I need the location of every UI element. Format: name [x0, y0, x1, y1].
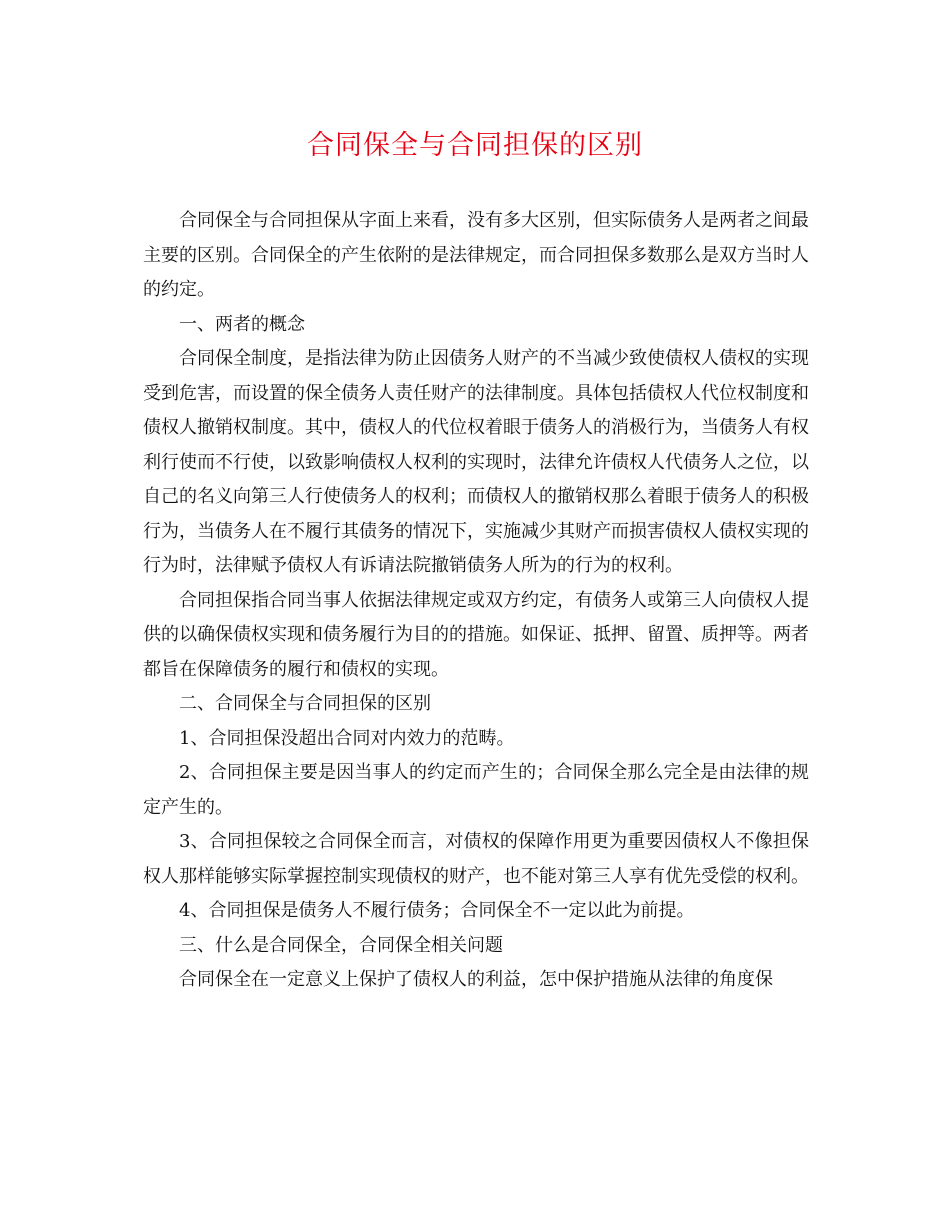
section-heading-concepts: 一、两者的概念: [179, 313, 305, 335]
list-item: 3、合同担保较之合同保全而言，对债权的保障作用更为重要因债权人不像担保权人那样能够实际掌握控制实现债权的财产，也不能对第三人享有优先受偿的权利。: [143, 831, 809, 887]
section-heading-differences: 二、合同保全与合同担保的区别: [179, 693, 431, 714]
paragraph-preservation-definition: 合同保全制度，是指法律为防止因债务人财产的不当减少致使债权人债权的实现受到危害，而设置的保全债务人责任财产的法律制度。具体包括债权人代位权制度和债权人撤销权制度。其中，债权人的代位权着眼于债务人的消极行为，当债务人有权利行使而不行使，以致影响债权人权利的实现时，法律允许债权人代债务人之位，以自己的名义向第三人行使债务人的权利；而债权人的撤销权那么着眼于债务人的积极行为，当债务人在不履行其债务的情况下，实施减少其财产而损害债权人债权实现的行为时，法律赋予债权人有诉请法院撤销债务人所为的行为的权利。: [143, 348, 809, 576]
document-body: [143, 204, 809, 998]
document-title: 合同保全与合同担保的区别: [307, 130, 643, 161]
section-heading-what-is: 三、什么是合同保全，合同保全相关问题: [179, 934, 503, 956]
list-item: 4、合同担保是债务人不履行债务；合同保全不一定以此为前提。: [179, 900, 695, 921]
list-item: 2、合同担保主要是因当事人的约定而产生的；合同保全那么完全是由法律的规定产生的。: [143, 762, 809, 818]
paragraph-guarantee-definition: 合同担保指合同当事人依据法律规定或双方约定，有债务人或第三人向债权人提供的以确保债权实现和债务履行为目的的措施。如保证、抵押、留置、质押等。两者都旨在保障债务的履行和债权的实现。: [143, 589, 809, 680]
paragraph-intro: 合同保全与合同担保从字面上来看，没有多大区别，但实际债务人是两者之间最主要的区别。合同保全的产生依附的是法律规定，而合同担保多数那么是双方当时人的约定。: [143, 210, 809, 300]
list-item: 1、合同担保没超出合同对内效力的范畴。: [179, 727, 515, 749]
paragraph-final: 合同保全在一定意义上保护了债权人的利益，怎中保护措施从法律的角度保: [179, 969, 773, 990]
